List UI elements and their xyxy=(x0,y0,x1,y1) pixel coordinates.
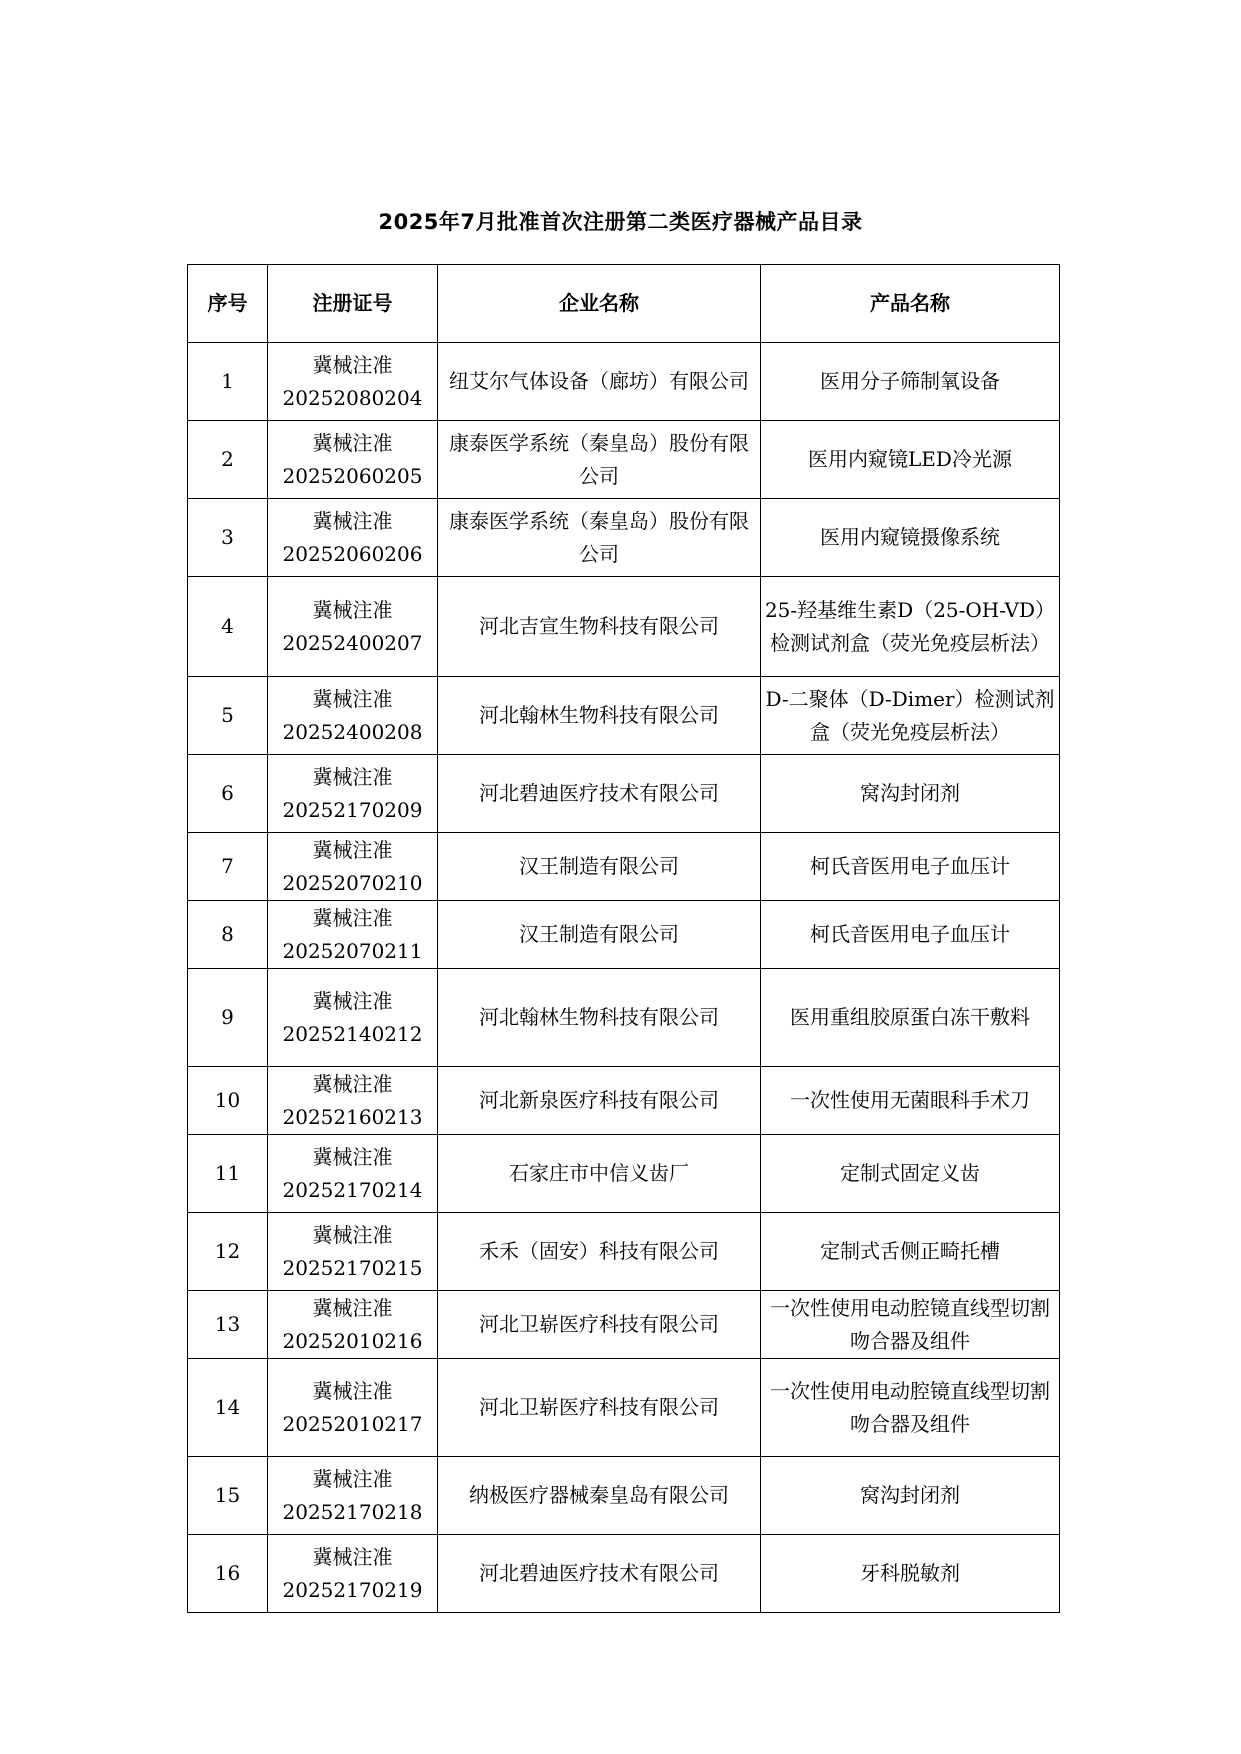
cell-company: 河北翰林生物科技有限公司 xyxy=(438,969,761,1067)
table-row xyxy=(188,577,1060,677)
table-body xyxy=(188,343,1060,1613)
cell-reg-number xyxy=(268,343,438,421)
reg-number: 20252170215 xyxy=(282,1255,423,1280)
header-seq: 序号 xyxy=(188,265,268,343)
table-row xyxy=(188,1359,1060,1457)
cell-seq: 2 xyxy=(188,421,268,499)
table-row xyxy=(188,755,1060,833)
header-reg-number: 注册证号 xyxy=(268,265,438,343)
cell-seq: 5 xyxy=(188,677,268,755)
registration-table xyxy=(187,264,1060,1613)
cell-company: 康泰医学系统（秦皇岛）股份有限公司 xyxy=(438,421,761,499)
table-row xyxy=(188,1135,1060,1213)
header-product: 产品名称 xyxy=(761,265,1060,343)
reg-prefix: 冀械注准 xyxy=(312,1071,393,1096)
cell-reg-number xyxy=(268,1359,438,1457)
table-row xyxy=(188,343,1060,421)
cell-reg-number xyxy=(268,677,438,755)
cell-product: 医用分子筛制氧设备 xyxy=(761,343,1060,421)
cell-product: 医用重组胶原蛋白冻干敷料 xyxy=(761,969,1060,1067)
cell-reg-number xyxy=(268,1135,438,1213)
table-row xyxy=(188,421,1060,499)
cell-product: 柯氏音医用电子血压计 xyxy=(761,901,1060,969)
cell-seq: 10 xyxy=(188,1067,268,1135)
reg-prefix: 冀械注准 xyxy=(312,1378,393,1403)
reg-number: 20252170218 xyxy=(282,1499,423,1524)
reg-number: 20252010217 xyxy=(282,1411,423,1436)
cell-reg-number xyxy=(268,969,438,1067)
cell-product: 医用内窥镜LED冷光源 xyxy=(761,421,1060,499)
page-title: 2025年7月批准首次注册第二类医疗器械产品目录 xyxy=(378,210,863,234)
table-row xyxy=(188,1457,1060,1535)
cell-seq: 6 xyxy=(188,755,268,833)
reg-number: 20252010216 xyxy=(282,1328,423,1353)
table-row xyxy=(188,1291,1060,1359)
cell-product: 牙科脱敏剂 xyxy=(761,1535,1060,1613)
cell-product: 25-羟基维生素D（25-OH-VD）检测试剂盒（荧光免疫层析法） xyxy=(761,577,1060,677)
table-row xyxy=(188,1067,1060,1135)
reg-prefix: 冀械注准 xyxy=(312,1544,393,1569)
cell-product: 定制式舌侧正畸托槽 xyxy=(761,1213,1060,1291)
reg-prefix: 冀械注准 xyxy=(312,508,393,533)
reg-prefix: 冀械注准 xyxy=(312,1222,393,1247)
cell-reg-number xyxy=(268,1457,438,1535)
cell-company: 河北卫崭医疗科技有限公司 xyxy=(438,1359,761,1457)
reg-prefix: 冀械注准 xyxy=(312,352,393,377)
reg-prefix: 冀械注准 xyxy=(312,837,393,862)
cell-product: 窝沟封闭剂 xyxy=(761,755,1060,833)
cell-reg-number xyxy=(268,577,438,677)
reg-prefix: 冀械注准 xyxy=(312,988,393,1013)
cell-product: 一次性使用电动腔镜直线型切割吻合器及组件 xyxy=(761,1359,1060,1457)
cell-company: 汉王制造有限公司 xyxy=(438,901,761,969)
cell-company: 河北新泉医疗科技有限公司 xyxy=(438,1067,761,1135)
cell-seq: 12 xyxy=(188,1213,268,1291)
table-row xyxy=(188,969,1060,1067)
table-row xyxy=(188,499,1060,577)
cell-product: 定制式固定义齿 xyxy=(761,1135,1060,1213)
table-row xyxy=(188,1213,1060,1291)
cell-company: 河北吉宣生物科技有限公司 xyxy=(438,577,761,677)
cell-company: 纽艾尔气体设备（廊坊）有限公司 xyxy=(438,343,761,421)
reg-prefix: 冀械注准 xyxy=(312,1144,393,1169)
cell-seq: 4 xyxy=(188,577,268,677)
reg-number: 20252400208 xyxy=(282,719,423,744)
cell-reg-number xyxy=(268,833,438,901)
cell-reg-number xyxy=(268,421,438,499)
table-row xyxy=(188,833,1060,901)
cell-product: D-二聚体（D-Dimer）检测试剂盒（荧光免疫层析法） xyxy=(761,677,1060,755)
cell-reg-number xyxy=(268,1291,438,1359)
cell-reg-number xyxy=(268,499,438,577)
reg-number: 20252400207 xyxy=(282,630,423,655)
reg-prefix: 冀械注准 xyxy=(312,764,393,789)
cell-seq: 14 xyxy=(188,1359,268,1457)
cell-reg-number xyxy=(268,901,438,969)
cell-seq: 7 xyxy=(188,833,268,901)
reg-prefix: 冀械注准 xyxy=(312,1466,393,1491)
reg-prefix: 冀械注准 xyxy=(312,430,393,455)
cell-company: 纳极医疗器械秦皇岛有限公司 xyxy=(438,1457,761,1535)
table-row xyxy=(188,901,1060,969)
cell-reg-number xyxy=(268,1213,438,1291)
reg-number: 20252070210 xyxy=(282,870,423,895)
cell-seq: 8 xyxy=(188,901,268,969)
cell-reg-number xyxy=(268,1535,438,1613)
table-row xyxy=(188,677,1060,755)
cell-company: 禾禾（固安）科技有限公司 xyxy=(438,1213,761,1291)
table-header-row xyxy=(188,265,1060,343)
cell-product: 一次性使用电动腔镜直线型切割吻合器及组件 xyxy=(761,1291,1060,1359)
cell-company: 河北碧迪医疗技术有限公司 xyxy=(438,1535,761,1613)
reg-prefix: 冀械注准 xyxy=(312,597,393,622)
reg-prefix: 冀械注准 xyxy=(312,905,393,930)
reg-prefix: 冀械注准 xyxy=(312,686,393,711)
cell-product: 窝沟封闭剂 xyxy=(761,1457,1060,1535)
cell-company: 河北翰林生物科技有限公司 xyxy=(438,677,761,755)
cell-company: 河北卫崭医疗科技有限公司 xyxy=(438,1291,761,1359)
cell-seq: 11 xyxy=(188,1135,268,1213)
reg-number: 20252080204 xyxy=(282,385,423,410)
cell-company: 康泰医学系统（秦皇岛）股份有限公司 xyxy=(438,499,761,577)
reg-number: 20252060206 xyxy=(282,541,423,566)
reg-number: 20252170209 xyxy=(282,797,423,822)
table-row xyxy=(188,1535,1060,1613)
cell-seq: 1 xyxy=(188,343,268,421)
cell-company: 河北碧迪医疗技术有限公司 xyxy=(438,755,761,833)
cell-company: 石家庄市中信义齿厂 xyxy=(438,1135,761,1213)
reg-number: 20252140212 xyxy=(282,1021,423,1046)
cell-seq: 15 xyxy=(188,1457,268,1535)
cell-seq: 16 xyxy=(188,1535,268,1613)
cell-seq: 9 xyxy=(188,969,268,1067)
reg-number: 20252060205 xyxy=(282,463,423,488)
cell-product: 医用内窥镜摄像系统 xyxy=(761,499,1060,577)
reg-number: 20252170214 xyxy=(282,1177,423,1202)
cell-product: 柯氏音医用电子血压计 xyxy=(761,833,1060,901)
reg-prefix: 冀械注准 xyxy=(312,1295,393,1320)
cell-company: 汉王制造有限公司 xyxy=(438,833,761,901)
cell-reg-number xyxy=(268,755,438,833)
cell-reg-number xyxy=(268,1067,438,1135)
reg-number: 20252070211 xyxy=(282,938,423,963)
header-company: 企业名称 xyxy=(438,265,761,343)
cell-seq: 3 xyxy=(188,499,268,577)
reg-number: 20252170219 xyxy=(282,1577,423,1602)
reg-number: 20252160213 xyxy=(282,1104,423,1129)
cell-seq: 13 xyxy=(188,1291,268,1359)
cell-product: 一次性使用无菌眼科手术刀 xyxy=(761,1067,1060,1135)
